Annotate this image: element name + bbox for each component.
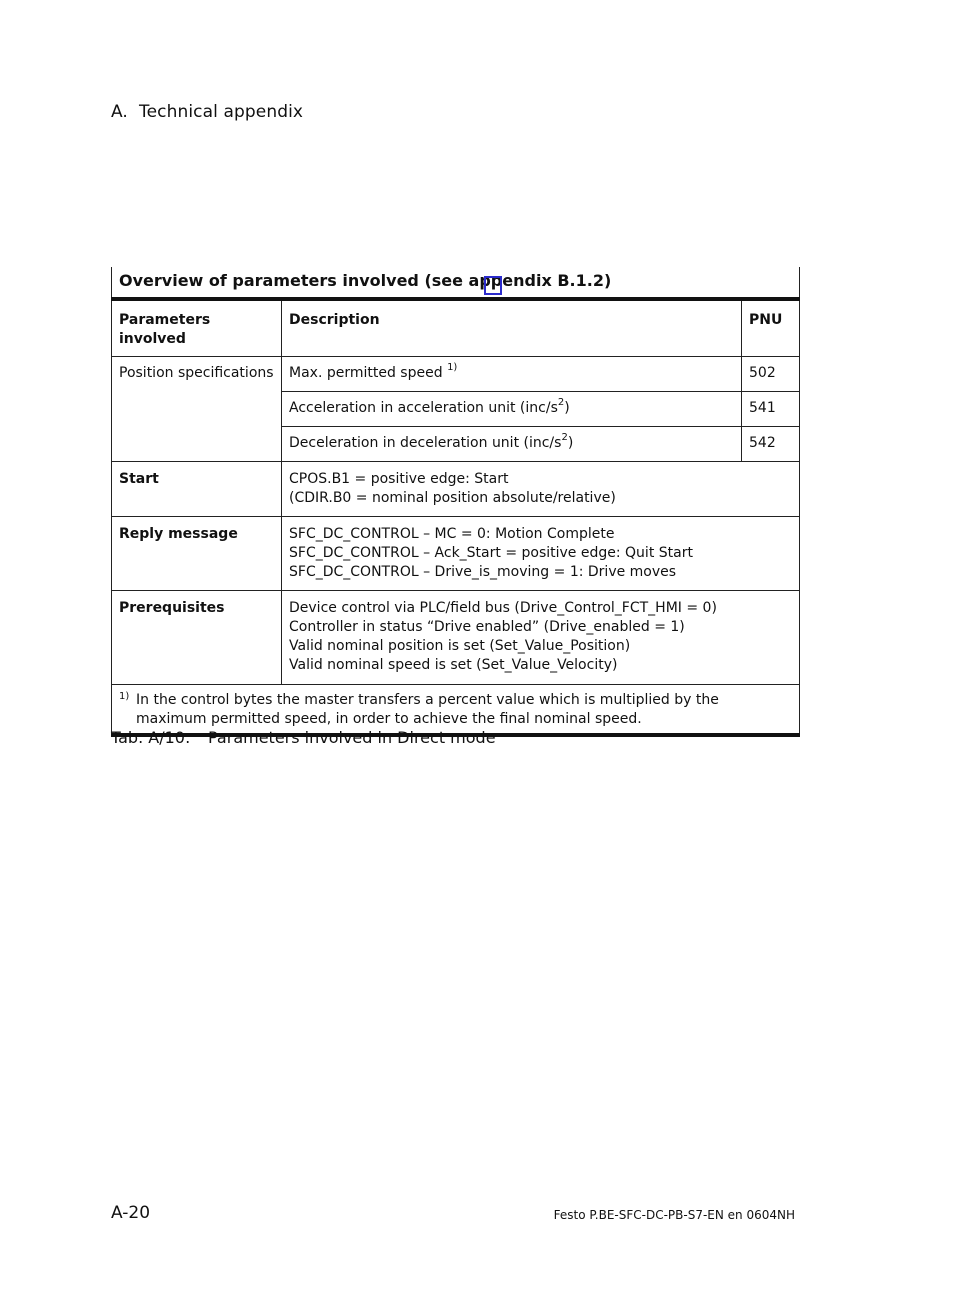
column-header-description: Description — [282, 299, 742, 357]
description-tail: ) — [567, 435, 574, 451]
superscript-exponent: 2 — [561, 432, 568, 444]
table-row — [112, 357, 800, 392]
prerequisite-line: Valid nominal position is set (Set_Value_Position) — [289, 638, 631, 654]
prerequisite-line: Controller in status “Drive enabled” (Drive_enabled = 1) — [289, 619, 685, 635]
parameters-table — [111, 267, 800, 737]
section-number: A. — [111, 102, 128, 122]
description-tail: ) — [564, 400, 570, 416]
description-cell — [282, 427, 742, 462]
superscript-exponent: 2 — [557, 397, 565, 409]
column-header-pnu: PNU — [742, 299, 800, 357]
start-label: Start — [112, 462, 282, 517]
description-text: Max. permitted speed — [289, 365, 443, 381]
caption-text: Parameters involved in Direct mode — [208, 728, 496, 747]
document-reference: Festo P.BE-SFC-DC-PB-S7-EN en 0604NH — [553, 1208, 795, 1222]
section-header — [111, 102, 303, 122]
table-title-row — [112, 267, 800, 299]
table-header-row — [112, 299, 800, 357]
footnote-reference: 1) — [447, 362, 458, 374]
appendix-link[interactable] — [484, 276, 502, 295]
pnu-cell: 541 — [742, 392, 800, 427]
caption-number: Tab. A/10: — [111, 728, 191, 747]
reply-line: SFC_DC_CONTROL – Ack_Start = positive edge: Quit Start — [289, 545, 693, 561]
start-line: (CDIR.B0 = nominal position absolute/relative) — [289, 490, 616, 506]
prerequisite-line: Device control via PLC/field bus (Drive_Control_FCT_HMI = 0) — [289, 600, 717, 616]
description-text: Acceleration in acceleration unit (inc/s — [289, 400, 558, 416]
column-header-parameters: Parameters involved — [112, 299, 282, 357]
reply-line: SFC_DC_CONTROL – Drive_is_moving = 1: Drive moves — [289, 564, 677, 580]
pnu-cell: 502 — [742, 357, 800, 392]
footnote-text: In the control bytes the master transfers a percent value which is multiplied by the maximum permitted speed, in order to achieve the final nominal speed. — [136, 692, 719, 727]
table-row — [112, 591, 800, 685]
description-text: Deceleration in deceleration unit (inc/s — [289, 435, 562, 451]
table-row — [112, 517, 800, 591]
start-description — [282, 462, 800, 517]
reply-message-description — [282, 517, 800, 591]
position-specifications-label: Position specifications — [112, 357, 282, 462]
reply-line: SFC_DC_CONTROL – MC = 0: Motion Complete — [289, 526, 615, 542]
table-title: Overview of parameters involved (see appendix B.1.2) — [112, 267, 800, 299]
table-row — [112, 462, 800, 517]
pnu-cell: 542 — [742, 427, 800, 462]
start-line: CPOS.B1 = positive edge: Start — [289, 471, 509, 487]
page-number: A-20 — [111, 1203, 151, 1223]
table-caption — [111, 728, 496, 747]
reply-message-label: Reply message — [112, 517, 282, 591]
section-title: Technical appendix — [139, 102, 304, 122]
prerequisite-line: Valid nominal speed is set (Set_Value_Velocity) — [289, 657, 618, 673]
description-cell — [282, 392, 742, 427]
description-cell — [282, 357, 742, 392]
footnote-mark: 1) — [119, 691, 130, 702]
prerequisites-description — [282, 591, 800, 685]
prerequisites-label: Prerequisites — [112, 591, 282, 685]
